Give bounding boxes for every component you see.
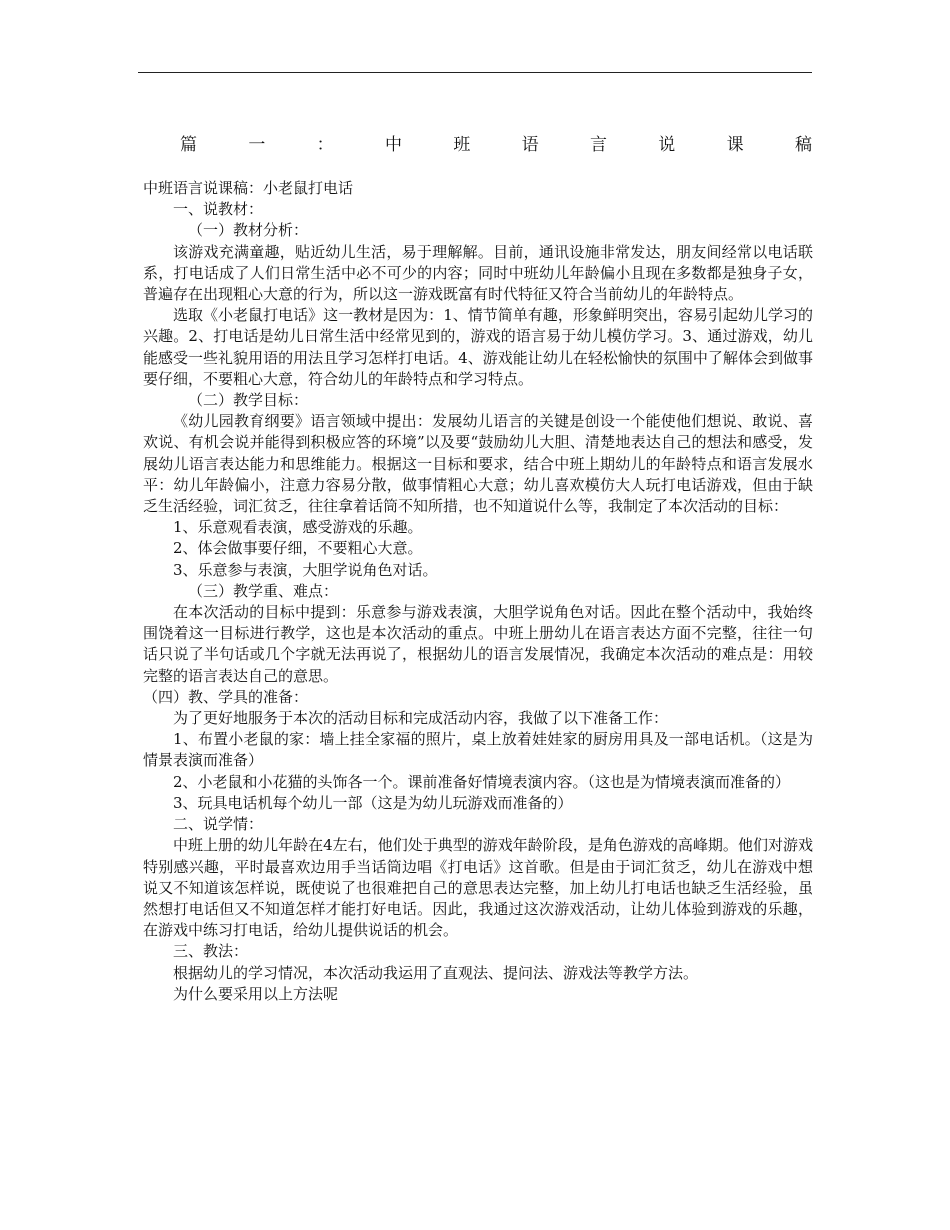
title-char: 篇 <box>180 135 197 155</box>
title-char: 一 <box>248 135 266 155</box>
paragraph: 一、说教材： <box>173 200 264 219</box>
paragraph: 二、说学情： <box>173 815 264 834</box>
title-char: 稿 <box>794 135 812 155</box>
title-char: ： <box>316 135 334 155</box>
paragraph: 1、布置小老鼠的家：墙上挂全家福的照片，桌上放着娃娃家的厨房用具及一部电话机。（这是为情景表演而准备） <box>143 730 813 770</box>
paragraph: 1、乐意观看表演，感受游戏的乐趣。 <box>173 518 423 537</box>
paragraph: 根据幼儿的学习情况，本次活动我运用了直观法、提问法、游戏法等教学方法。 <box>173 963 699 982</box>
header-rule <box>138 72 812 73</box>
paragraph: 3、玩具电话机每个幼儿一部（这是为幼儿玩游戏而准备的） <box>173 793 573 812</box>
paragraph: （四）教、学具的准备： <box>143 687 309 706</box>
paragraph: 《幼儿园教育纲要》语言领域中提出：发展幼儿语言的关键是创设一个能使他们想说、敢说、喜欢说、有机会说并能得到积极应答的环境”以及要“鼓励幼儿大胆、清楚地表达自己的想法和感受，发展幼儿语言表达能力和思维能力。根据这一目标和要求，结合中班上期幼儿的年龄特点和语言发展水平：幼儿年龄偏小，注意力容易分散，做事情粗心大意；幼儿喜欢模仿大人玩打电话游戏，但由于缺乏生活经验，词汇贫乏，往往拿着话筒不知所措，也不知道说什么等，我制定了本次活动的目标： <box>143 412 813 516</box>
paragraph: （一）教材分析： <box>188 221 309 240</box>
title-char: 言 <box>589 135 607 155</box>
document-body <box>143 178 813 1005</box>
paragraph: 中班语言说课稿：小老鼠打电话 <box>143 179 354 197</box>
paragraph: 3、乐意参与表演，大胆学说角色对话。 <box>173 560 438 579</box>
document-title <box>180 133 812 157</box>
paragraph: 2、体会做事要仔细，不要粗心大意。 <box>173 539 423 558</box>
paragraph: 三、教法： <box>173 942 249 961</box>
title-char: 课 <box>726 135 744 155</box>
paragraph: 该游戏充满童趣，贴近幼儿生活，易于理解解。目前，通讯设施非常发达，朋友间经常以电话联系，打电话成了人们日常生活中必不可少的内容；同时中班幼儿年龄偏小且现在多数都是独身子女，普遍存在出现粗心大意的行为，所以这一游戏既富有时代特征又符合当前幼儿的年龄特点。 <box>143 242 813 304</box>
paragraph: 2、小老鼠和小花猫的头饰各一个。课前准备好情境表演内容。（这也是为情境表演而准备的） <box>173 772 791 791</box>
title-char: 语 <box>521 135 539 155</box>
paragraph: 为什么要采用以上方法呢 <box>173 984 339 1003</box>
title-char: 中 <box>384 135 402 155</box>
title-char: 班 <box>453 135 471 155</box>
paragraph: （三）教学重、难点： <box>188 581 339 600</box>
title-char: 说 <box>658 135 676 155</box>
paragraph: 中班上册的幼儿年龄在4左右，他们处于典型的游戏年龄阶段，是角色游戏的高峰期。他们对游戏特别感兴趣，平时最喜欢边用手当话筒边唱《打电话》这首歌。但是由于词汇贫乏，幼儿在游戏中想说又不知道该怎样说，既使说了也很难把自己的意思表达完整，加上幼儿打电话也缺乏生活经验，虽然想打电话但又不知道怎样才能打好电话。因此，我通过这次游戏活动，让幼儿体验到游戏的乐趣，在游戏中练习打电话，给幼儿提供说话的机会。 <box>143 836 813 940</box>
paragraph: 为了更好地服务于本次的活动目标和完成活动内容，我做了以下准备工作： <box>173 709 669 728</box>
paragraph: 在本次活动的目标中提到：乐意参与游戏表演，大胆学说角色对话。因此在整个活动中，我始终围饶着这一目标进行教学，这也是本次活动的重点。中班上册幼儿在语言表达方面不完整，往往一句话只说了半句话或几个字就无法再说了，根据幼儿的语言发展情况，我确定本次活动的难点是：用较完整的语言表达自己的意思。 <box>143 603 813 685</box>
paragraph: （二）教学目标： <box>188 391 309 410</box>
paragraph: 选取《小老鼠打电话》这一教材是因为：1、情节简单有趣，形象鲜明突出，容易引起幼儿学习的兴趣。2、打电话是幼儿日常生活中经常见到的，游戏的语言易于幼儿模仿学习。3、通过游戏，幼儿能感受一些礼貌用语的用法且学习怎样打电话。4、游戏能让幼儿在轻松愉快的氛围中了解体会到做事要仔细，不要粗心大意，符合幼儿的年龄特点和学习特点。 <box>143 306 813 388</box>
